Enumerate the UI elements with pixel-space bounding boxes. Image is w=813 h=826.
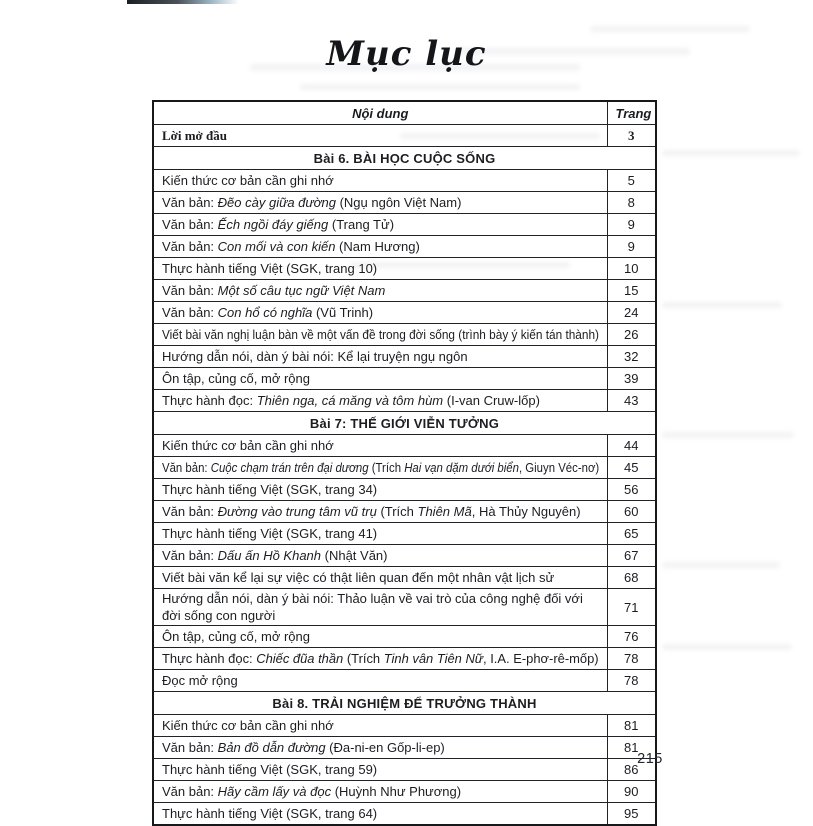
row-content: Ôn tập, củng cố, mở rộng	[153, 368, 607, 390]
row-page-number: 95	[607, 803, 656, 826]
footer-page-number: 215	[637, 751, 663, 767]
table-row	[153, 567, 656, 589]
row-page-number: 5	[607, 170, 656, 192]
row-page-number: 44	[607, 435, 656, 457]
row-content: Hướng dẫn nói, dàn ý bài nói: Thảo luận về vai trò của công nghệ đối với đời sống con người	[153, 589, 607, 626]
bleed-through-smudge	[590, 26, 750, 32]
row-page-number: 68	[607, 567, 656, 589]
row-content: Đọc mở rộng	[153, 670, 607, 692]
row-page-number: 78	[607, 648, 656, 670]
section-row	[153, 147, 656, 170]
table-row	[153, 302, 656, 324]
toc-table	[152, 100, 657, 826]
table-row	[153, 648, 656, 670]
row-content: Thực hành tiếng Việt (SGK, trang 41)	[153, 523, 607, 545]
row-page-number: 10	[607, 258, 656, 280]
table-row	[153, 368, 656, 390]
bleed-through-smudge	[300, 84, 580, 90]
table-row	[153, 125, 656, 147]
table-row	[153, 346, 656, 368]
table-row	[153, 457, 656, 479]
table-row	[153, 589, 656, 626]
row-content: Ôn tập, củng cố, mở rộng	[153, 626, 607, 648]
row-content: Thực hành đọc: Chiếc đũa thần (Trích Tinh vân Tiên Nữ, I.A. E-phơ-rê-mốp)	[153, 648, 607, 670]
row-content: Văn bản: Con hổ có nghĩa (Vũ Trinh)	[153, 302, 607, 324]
table-row	[153, 626, 656, 648]
row-page-number: 71	[607, 589, 656, 626]
row-page-number: 90	[607, 781, 656, 803]
section-label: Bài 8. TRẢI NGHIỆM ĐỂ TRƯỞNG THÀNH	[153, 692, 656, 715]
row-page-number: 65	[607, 523, 656, 545]
row-page-number: 9	[607, 214, 656, 236]
bleed-through-smudge	[662, 150, 800, 156]
table-row	[153, 390, 656, 412]
row-content: Văn bản: Con mối và con kiến (Nam Hương)	[153, 236, 607, 258]
row-page-number: 43	[607, 390, 656, 412]
table-row	[153, 280, 656, 302]
column-header-page: Trang	[607, 101, 656, 125]
row-page-number: 24	[607, 302, 656, 324]
table-row	[153, 759, 656, 781]
section-label: Bài 7: THẾ GIỚI VIỄN TƯỞNG	[153, 412, 656, 435]
bleed-through-smudge	[662, 302, 782, 308]
page-title: Mục lục	[326, 34, 487, 74]
table-row	[153, 324, 656, 346]
table-row	[153, 170, 656, 192]
table-row	[153, 781, 656, 803]
row-content: Kiến thức cơ bản cần ghi nhớ	[153, 715, 607, 737]
row-content: Văn bản: Đường vào trung tâm vũ trụ (Trích Thiên Mã, Hà Thủy Nguyên)	[153, 501, 607, 523]
table-row	[153, 737, 656, 759]
section-row	[153, 412, 656, 435]
bleed-through-smudge	[662, 644, 792, 650]
table-row	[153, 236, 656, 258]
row-content: Kiến thức cơ bản cần ghi nhớ	[153, 170, 607, 192]
table-row	[153, 214, 656, 236]
table-row	[153, 523, 656, 545]
row-page-number: 45	[607, 457, 656, 479]
row-page-number: 39	[607, 368, 656, 390]
row-page-number: 76	[607, 626, 656, 648]
table-row	[153, 258, 656, 280]
toc-header-row	[153, 101, 656, 125]
row-content: Viết bài văn kể lại sự việc có thật liên quan đến một nhân vật lịch sử	[153, 567, 607, 589]
scan-edge-artifact	[127, 0, 239, 4]
row-content: Thực hành tiếng Việt (SGK, trang 10)	[153, 258, 607, 280]
table-row	[153, 715, 656, 737]
row-content: Thực hành đọc: Thiên nga, cá măng và tôm hùm (I-van Cruw-lốp)	[153, 390, 607, 412]
toc-table-body	[153, 101, 656, 825]
table-row	[153, 545, 656, 567]
row-content: Văn bản: Dấu ấn Hồ Khanh (Nhật Văn)	[153, 545, 607, 567]
row-content: Lời mở đầu	[153, 125, 607, 147]
table-row	[153, 803, 656, 826]
row-page-number: 67	[607, 545, 656, 567]
table-row	[153, 501, 656, 523]
row-page-number: 8	[607, 192, 656, 214]
row-content: Văn bản: Đẽo cày giữa đường (Ngụ ngôn Việt Nam)	[153, 192, 607, 214]
row-page-number: 15	[607, 280, 656, 302]
bleed-through-smudge	[662, 432, 794, 438]
row-page-number: 81	[607, 715, 656, 737]
row-content: Văn bản: Cuộc chạm trán trên đại dương (Trích Hai vạn dặm dưới biển, Giuyn Véc-nơ)	[153, 457, 607, 479]
row-content: Văn bản: Bản đồ dẫn đường (Đa-ni-en Gốp-li-ep)	[153, 737, 607, 759]
row-page-number: 3	[607, 125, 656, 147]
row-page-number: 60	[607, 501, 656, 523]
row-content: Hướng dẫn nói, dàn ý bài nói: Kể lại truyện ngụ ngôn	[153, 346, 607, 368]
section-row	[153, 692, 656, 715]
row-content: Thực hành tiếng Việt (SGK, trang 34)	[153, 479, 607, 501]
column-header-content: Nội dung	[153, 101, 607, 125]
table-row	[153, 192, 656, 214]
row-content: Viết bài văn nghị luận bàn về một vấn đề trong đời sống (trình bày ý kiến tán thành)	[153, 324, 607, 346]
section-label: Bài 6. BÀI HỌC CUỘC SỐNG	[153, 147, 656, 170]
bleed-through-smudge	[662, 562, 780, 568]
row-page-number: 56	[607, 479, 656, 501]
row-page-number: 81	[607, 737, 656, 759]
row-page-number: 86	[607, 759, 656, 781]
row-content: Thực hành tiếng Việt (SGK, trang 64)	[153, 803, 607, 826]
row-content: Kiến thức cơ bản cần ghi nhớ	[153, 435, 607, 457]
table-row	[153, 670, 656, 692]
row-content: Văn bản: Hãy cầm lấy và đọc (Huỳnh Như Phương)	[153, 781, 607, 803]
row-page-number: 9	[607, 236, 656, 258]
row-content: Văn bản: Một số câu tục ngữ Việt Nam	[153, 280, 607, 302]
row-page-number: 32	[607, 346, 656, 368]
row-page-number: 26	[607, 324, 656, 346]
row-content: Thực hành tiếng Việt (SGK, trang 59)	[153, 759, 607, 781]
table-row	[153, 435, 656, 457]
table-row	[153, 479, 656, 501]
row-page-number: 78	[607, 670, 656, 692]
row-content: Văn bản: Ếch ngồi đáy giếng (Trang Tử)	[153, 214, 607, 236]
